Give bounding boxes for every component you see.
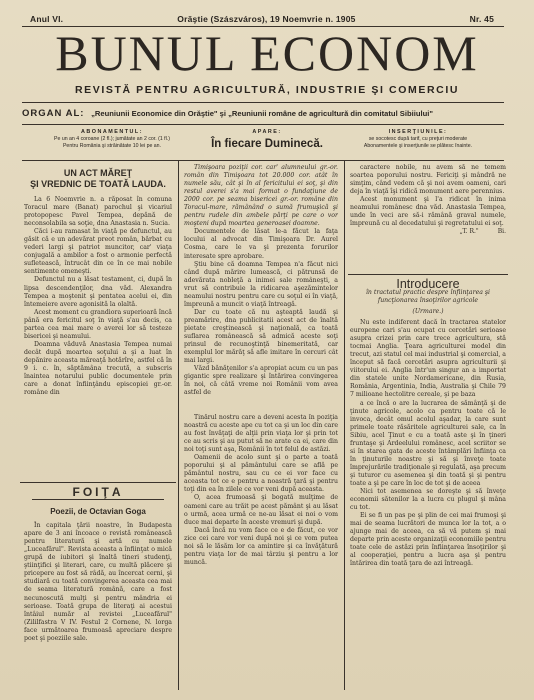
masthead-subtitle: REVISTĂ PENTRU AGRICULTURĂ, INDUSTRIE ŞI COMERCIU <box>74 84 460 96</box>
headline-line-2: ŞI VREDNIC DE TOATĂ LAUDA. <box>30 179 166 189</box>
volume-label: Anul VI. <box>30 14 64 24</box>
organ-text: „Reuniunii Economice din Orăştie" şi „Reuniunii române de agricultură din comitatul Sibiiului" <box>91 109 433 118</box>
signature-line <box>350 228 506 236</box>
paragraph: Căci i-au ramasat în viaţă pe defunctul, au găsit că e un adevărat preot român, bărbat cu vederi largi şi patriot muncitor, car' viaţa conjugală a ambilor a fost o armonie perfectă sufletească, întrucât din ce în ce mai nobile sentimente omeneşti. <box>24 228 172 276</box>
paragraph: Acest moment cu grandiora superioară încă până era fericitul soţ în viaţă s'au decis, ca partea cea mai mare o averei lor să testeze bisericei şi neamului. <box>24 308 172 340</box>
paragraph: Oamenii de acolo sunt şi o parte a toată poporului şi al pământului care se află pe pământul nostru, sau cu ce ei vor face cu aceasta tot ce e pentru a noastră ţară şi pentru toţi din ea în zilele ce vor veni după aceasta. <box>184 454 338 494</box>
subscription-box <box>22 129 202 157</box>
foita-label: FOIŢA <box>72 485 124 499</box>
paragraph: Timişoara poziţii cor. car' alumneului gr.-or. român din Timişoara tot 20.000 cor. atât în numele său, cât şi în al fericitului ei soţ, şi din restul averei s'a mai format o fundaţiune de 2000 cor. pe seama bisericei gr.-or. române din Toracul-mare, rămânând o sumă frumuşică şi pentru rudele din ambele părţi pe care o vor moşteni după moartea generoasei doamne. <box>184 164 338 228</box>
subscription-heading: ABONAMENTUL: <box>80 129 144 135</box>
organ-rule <box>22 124 504 125</box>
intro-column <box>350 276 506 690</box>
issue-number: Nr. 45 <box>469 14 494 24</box>
article-headline <box>24 168 172 190</box>
paragraph: Nu este indiferent dacă în tractarea statelor europene cari s'au ocupat cu cercetări serioase asupra crizei prin care trece agricultura, stă tocmai Anglia. Ţeara agriculturei model din trecut, azi statul cel mai industrial şi comercial, a început să facă cercetări asupra agriculturii şi viitorului ei. Anglia într'un singur an a importat din statele unite Nordamericane, din Rusia, România, Argentinia, India, Australia şi Chile 79 7 milioane hectolitre cereale, şi pe baza <box>350 319 506 399</box>
insertions-line-2: Abonamentele şi inserţiunile se plătesc înainte. <box>363 143 473 150</box>
subscription-line-1: Pe un an 4 coroane (2 fl.); jumătate an 2 cor. (1 fl.) <box>54 136 170 143</box>
signature-place: Bi. <box>497 228 506 236</box>
article-column-1 <box>24 166 172 478</box>
subtitle-rule <box>22 102 504 103</box>
intro-rule-top <box>348 274 508 275</box>
appears-heading: APARE: <box>252 129 282 135</box>
paragraph: caractere nobile, nu avem să ne temem soartea poporului nostru. Fericiţi şi mândră ne simţim, când vedem că şi noi avem oameni, cari deja în viaţă îşi ridică monument aere perennius. <box>350 164 506 196</box>
paragraph: Dar cu toate că nu aşteaptă laudă şi preamărire, dna publicitatii acest act de înaltă pietate creştinească şi naţională, ca toată suflarea românească să admică aceste soţi prinsul de recunoştinţă binemeritată, car exemplul lor mărăţ să afle imitare în cercuri cât mai largi. <box>184 308 338 365</box>
article-column-2 <box>184 164 338 402</box>
organ-line <box>22 108 504 119</box>
intro-source: (Urmare.) <box>412 308 444 316</box>
bottom-middle-column <box>184 414 338 690</box>
appears-box <box>202 129 332 157</box>
info-rule <box>22 160 504 161</box>
paragraph: Defunctul nu a lăsat testament, ci, după în lipsa descendenţilor, dna văd. Alexandra Tempea a moştenit şi pentatea acelui ei, din întemeiere avere agonisită la olaltă. <box>24 276 172 308</box>
paragraph: Văzd bănăţenilor s'a apropiat acum cu un pas gigantic spre realizare şi întărirea convingerea în noi, că câtă vreme noi Românii vom avea astfel de <box>184 365 338 397</box>
intro-subtitle: în tractatul practic despre înfiinţarea şi funcţionarea însoţirilor agricole <box>365 289 491 305</box>
paragraph: Dacă încă nu vom face ce e de făcut, ce vor zice cei care vor veni după noi şi ce vom putea noi să le lăsăm lor ca amintire şi ca învăţătură pentru viaţa lor de mai târziu şi pentru a lor muncă. <box>184 526 338 566</box>
paragraph: Doamna văduvă Anastasia Tempea numai decât după moartea soţului a şi a luat în depănire aceasta măreaţă hotărîre, astfel că în 9 i. c. în, săptămâna trecută, a subscris înaintea notarului public documentele prin care a donat înfiinţându episcopiei gr.-or. române din <box>24 340 172 397</box>
insertions-line-1: se socotesc după tarif, cu preţuri moderate <box>368 136 468 143</box>
intro-title: Introducere <box>396 277 460 291</box>
column-divider-1 <box>178 160 179 690</box>
paragraph: Documentele de lăsat le-a făcut la faţa locului al advocat din Timişoara Dr. Aurel Cosma, care le va şi prezenta forurilor interesate spre aprobare. <box>184 228 338 260</box>
poem-title: Poezii, de Octavian Goga <box>50 507 146 517</box>
foita-rule <box>32 499 164 500</box>
foita-column <box>24 484 172 690</box>
paragraph: Nici tot asemenea se doreşte şi să înveţe economii sătenilor la a lucra cu plugul şi mâna cu tot. <box>350 488 506 512</box>
place-date: Orăştie (Szászváros), 19 Noemvrie n. 1905 <box>177 14 356 24</box>
masthead-title: BUNUL ECONOM <box>55 25 479 81</box>
paragraph: În capitala ţării noastre, în Budapesta apare de 3 ani încoace o revistă românească pentru literatură şi artă cu numele „Luceafărul". Revista aceasta a înfiinţat o mică grupă de iubitori şi înaltă tineri studenţi, ştiinţifici şi literari, care, cu multă plăcere şi pricepere au fost să râdă, au încercat cerni, şi studiară cu toată convingerea aceasta cea mai de seama literatură română, care a fost necunoscută mulţi şi pentru mândria ei serioase. Toată grupa de literaţi ai acestui întâiul număr al revistei „Luceafărul" (Zililfastra V IV. Festul 2 Cornene, N. lorga face următoarea frumoasă apreciare despre poet şi poeziile sale. <box>24 522 172 642</box>
paragraph: Ei se fi un pas pe şi plin de cei mai frumoşi şi mai de seama lucrători de munca lor la tot, a o ajunge mai de aceea, ca să vă putem şi mai departe prin aceste organizaţii economiile pentru toate cele de astăzi prin înfiinţarea însoţirilor şi al cooperaţiei, pentru a lucra aşa şi pentru întărirea din toată ţara de azi întreagă. <box>350 512 506 568</box>
paragraph: La 6 Noemvrie n. a răposat în comuna Toracul mare (Banat) parochul şi vicariul protopopesc Pavel Tempea, depănă de neconsolabila sa soţie, dna Anastasia n. Sucia. <box>24 196 172 228</box>
paragraph: Acest monument şi l'a ridicat în inima neamului românesc dna văd. Anastasia Tempea, unde în veci are să-i rămână graval numele, împreună cu al decedatului şi regretatului ei soţ. <box>350 196 506 228</box>
article-column-3 <box>350 164 506 272</box>
insertions-box <box>332 129 504 157</box>
organ-label: ORGAN AL: <box>22 108 85 119</box>
insertions-heading: INSERŢIUNILE: <box>388 129 448 135</box>
paragraph: a ce încă o are la lucrarea de sămânţă şi de ţinute agricole, acolo ca pentru toate că le invoca, decât omul acolul aşadar, la care sunt primele toate răsăritele agriculturei sale, ca în Sibiu, acel Ţinut e cu a toată aste şi în ţineri fruntaşe şi Ardeelului românesc, acel scriitor se si în starea gata de aceste întâmplări înfiinţa ca în ţinuturile noastre şi să şi înveţe toate împrejurările tradiţionale şi regulată, aşa precum şi tuturor cu asemenea şi din toată şi şi pentru toate a şi pe care în loc de tot şi de aceea <box>350 399 506 487</box>
issue-line <box>30 14 494 24</box>
subscription-line-2: Pentru România şi străinătate 10 lei pe an. <box>62 143 162 150</box>
paragraph: O, acea frumoasă şi bogată mulţime de oameni care au trăit pe acest pământ şi au lăsat o urmă, acea urmă ce ne-au lăsat ei noi o vom duce mai departe în aceste vremuri şi după. <box>184 494 338 526</box>
paragraph: Ştiu bine că doamna Tempea n'a făcut nici când după mărire lumească, ci pătrunsă de adevărata nobleţă a inimei sale româneşti, a vrut să contribuie la ridicarea aşezămintelor neamului nostru pentru care cu soţul ei în viaţă, împreună a muncit o viaţă întreagă. <box>184 260 338 308</box>
appears-text: În fiecare Duminecă. <box>211 138 323 150</box>
info-row <box>22 129 504 157</box>
headline-line-1: UN ACT MĂREŢ <box>63 168 133 178</box>
foita-rule-top <box>20 482 176 483</box>
column-divider-2 <box>344 160 345 690</box>
paragraph: Tinărul nostru care a deveni acesta în poziţia noastră cu aceste ape cu tot ca şi un loc din care au fost învăţaţi de alţii prin viaţa lor şi prin tot ce au scris şi au putut să ne arate ca ei, care din noi toţi sunt aşa, Românii în tot felul de astăzi. <box>184 414 338 454</box>
signature: „T. R." <box>459 228 479 236</box>
